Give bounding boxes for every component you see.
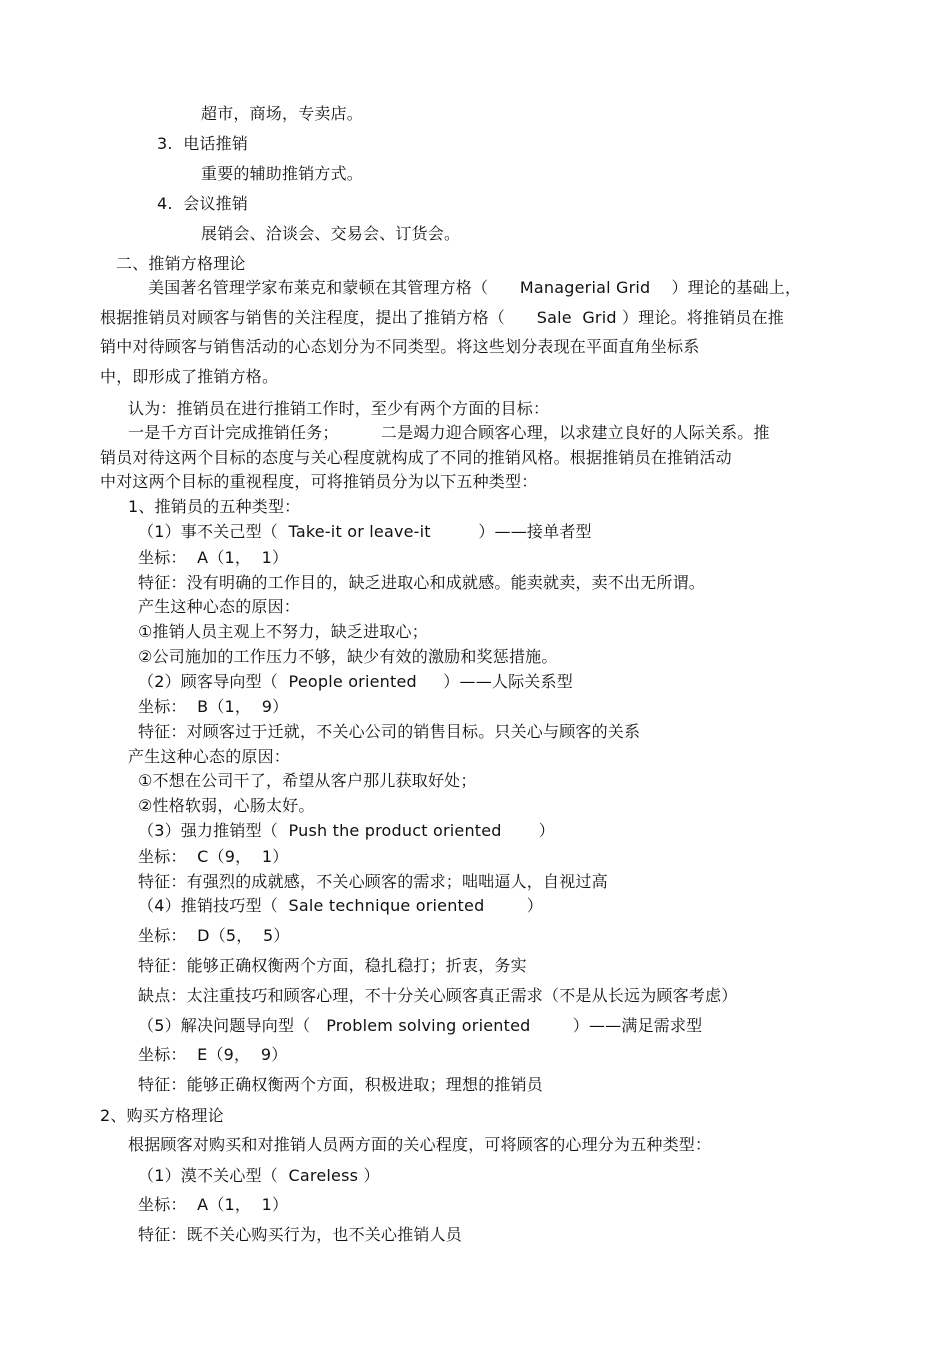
list-item: ①推销人员主观上不努力，缺乏进取心；	[138, 622, 428, 641]
type-heading: （2）顾客导向型（ People oriented ）——人际关系型	[138, 672, 573, 691]
feature-line: 特征：没有明确的工作目的，缺乏进取心和成就感。能卖就卖，卖不出无所谓。	[138, 573, 706, 592]
type-heading: （5）解决问题导向型（ Problem solving oriented ）——满足需求型	[138, 1016, 703, 1035]
coordinate-line: 坐标： C（9， 1）	[138, 847, 289, 866]
type-heading: （3）强力推销型（ Push the product oriented ）	[138, 821, 555, 840]
paragraph-line: 销中对待顾客与销售活动的心态划分为不同类型。将这些划分表现在平面直角坐标系	[100, 337, 700, 356]
list-item: ②性格软弱，心肠太好。	[138, 796, 315, 815]
text-line: 超市，商场，专卖店。	[201, 104, 364, 123]
paragraph-line: 认为：推销员在进行推销工作时，至少有两个方面的目标：	[128, 399, 550, 418]
coordinate-line: 坐标： B（1， 9）	[138, 697, 289, 716]
paragraph-line: 销员对待这两个目标的态度与关心程度就构成了不同的推销风格。根据推销员在推销活动	[100, 448, 732, 467]
section-heading: 二、推销方格理论	[116, 254, 246, 273]
feature-line: 特征：能够正确权衡两个方面，积极进取；理想的推销员	[138, 1075, 544, 1094]
subsection-heading: 1、推销员的五种类型：	[128, 497, 301, 516]
text-line: 重要的辅助推销方式。	[201, 164, 364, 183]
paragraph-line: 根据推销员对顾客与销售的关注程度，提出了推销方格（ Sale Grid ）理论。将推销员在推	[100, 308, 785, 327]
coordinate-line: 坐标： A（1， 1）	[138, 1195, 289, 1214]
coordinate-line: 坐标： A（1， 1）	[138, 548, 289, 567]
type-heading: （1）漠不关心型（ Careless ）	[138, 1166, 380, 1185]
paragraph-line: 中，即形成了推销方格。	[100, 367, 279, 386]
feature-line: 特征：既不关心购买行为，也不关心推销人员	[138, 1225, 463, 1244]
list-item-heading: 4. 会议推销	[157, 194, 249, 213]
coordinate-line: 坐标： D（5， 5）	[138, 926, 290, 945]
list-item: ②公司施加的工作压力不够，缺少有效的激励和奖惩措施。	[138, 647, 558, 666]
drawback-line: 缺点：太注重技巧和顾客心理，不十分关心顾客真正需求（不是从长远为顾客考虑）	[138, 986, 738, 1005]
paragraph-line: 一是千方百计完成推销任务； 二是竭力迎合顾客心理，以求建立良好的人际关系。推	[128, 423, 770, 442]
coordinate-line: 坐标： E（9， 9）	[138, 1045, 288, 1064]
type-heading: （1）事不关己型（ Take-it or leave-it ）——接单者型	[138, 522, 592, 541]
list-item: ①不想在公司干了，希望从客户那儿获取好处；	[138, 771, 477, 790]
type-heading: （4）推销技巧型（ Sale technique oriented ）	[138, 896, 543, 915]
feature-line: 特征：能够正确权衡两个方面，稳扎稳打；折衷，务实	[138, 956, 527, 975]
paragraph-line: 美国著名管理学家布莱克和蒙顿在其管理方格（ Managerial Grid ）理论的基础上，	[148, 278, 802, 297]
paragraph-line: 中对这两个目标的重视程度，可将推销员分为以下五种类型：	[100, 472, 538, 491]
paragraph-line: 根据顾客对购买和对推销人员两方面的关心程度，可将顾客的心理分为五种类型：	[128, 1135, 712, 1154]
feature-line: 特征：有强烈的成就感，不关心顾客的需求；咄咄逼人，自视过高	[138, 872, 608, 891]
feature-line: 特征：对顾客过于迁就，不关心公司的销售目标。只关心与顾客的关系	[138, 722, 641, 741]
subsection-heading: 2、购买方格理论	[100, 1106, 224, 1125]
text-line: 产生这种心态的原因：	[128, 747, 291, 766]
text-line: 产生这种心态的原因：	[138, 597, 301, 616]
text-line: 展销会、洽谈会、交易会、订货会。	[201, 224, 461, 243]
list-item-heading: 3. 电话推销	[157, 134, 249, 153]
